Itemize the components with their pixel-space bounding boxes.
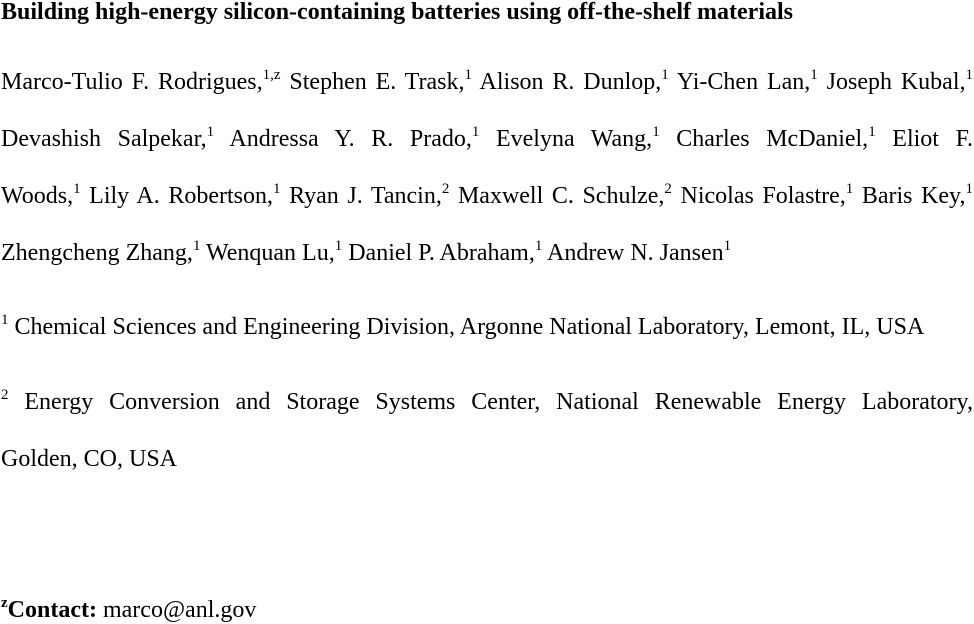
author-line-4 <box>1 225 973 282</box>
superscript-marker: 1,z <box>262 67 281 83</box>
text-segment: Andressa Y. R. Prado, <box>214 126 472 152</box>
text-segment: Zhengcheng Zhang, <box>1 240 193 266</box>
superscript-marker: 1 <box>810 67 818 83</box>
text-segment: Andrew N. Jansen <box>542 240 724 266</box>
affiliation-2-line-2 <box>1 431 973 488</box>
text-segment: Ryan J. Tancin, <box>280 183 442 209</box>
affiliation-1 <box>1 299 973 356</box>
paper-title: Building high-energy silicon-containing batteries using off-the-shelf materials <box>1 0 793 25</box>
superscript-marker: 1 <box>464 67 472 83</box>
superscript-marker: 1 <box>965 67 973 83</box>
text-segment: Lily A. Robertson, <box>80 183 274 209</box>
text-segment: Golden, CO, USA <box>1 446 178 472</box>
superscript-marker: 1 <box>723 238 732 254</box>
text-segment: Woods, <box>1 183 74 209</box>
contact-block <box>1 582 973 624</box>
superscript-marker: 1 <box>845 181 854 197</box>
text-segment: Marco-Tulio F. Rodrigues, <box>1 69 263 95</box>
text-segment: Stephen E. Trask, <box>280 69 465 95</box>
author-line-1 <box>1 54 973 111</box>
text-segment: Baris Key, <box>853 183 966 209</box>
superscript-marker: 2 <box>1 387 9 403</box>
superscript-marker: 1 <box>652 124 660 140</box>
text-segment: Evelyna Wang, <box>479 126 653 152</box>
superscript-marker: 1 <box>273 181 281 197</box>
superscript-marker: 1 <box>534 238 543 254</box>
text-segment: Charles McDaniel, <box>659 126 869 152</box>
text-segment: Yi-Chen Lan, <box>668 69 811 95</box>
superscript-marker: 2 <box>664 181 672 197</box>
text-segment: Devashish Salpekar, <box>1 126 207 152</box>
superscript-marker: 1 <box>334 238 343 254</box>
affiliation-2-line-1 <box>1 374 973 431</box>
superscript-marker: 1 <box>206 124 215 140</box>
superscript-marker: 1 <box>868 124 876 140</box>
text-segment: Eliot F. <box>875 126 973 152</box>
text-segment: marco@anl.gov <box>96 597 257 623</box>
superscript-marker: 1 <box>1 312 9 328</box>
superscript-marker: 1 <box>965 181 973 197</box>
text-segment: Nicolas Folastre, <box>671 183 846 209</box>
superscript-marker: 1 <box>661 67 669 83</box>
author-line-2 <box>1 111 973 168</box>
superscript-marker: z <box>1 595 8 611</box>
text-segment: Chemical Sciences and Engineering Division, Argonne National Laboratory, Lemont, IL, USA <box>8 314 925 340</box>
contact-line <box>1 582 973 624</box>
author-line-3 <box>1 168 973 225</box>
text-segment: Energy Conversion and Storage Systems Center, National Renewable Energy Laboratory, <box>8 389 973 415</box>
text-segment: Maxwell C. Schulze, <box>449 183 665 209</box>
superscript-marker: 1 <box>73 181 81 197</box>
affiliation-2 <box>1 374 973 488</box>
affiliation-1-line <box>1 299 973 356</box>
text-segment: Daniel P. Abraham, <box>342 240 535 266</box>
text-segment: Alison R. Dunlop, <box>471 69 662 95</box>
superscript-marker: 2 <box>441 181 450 197</box>
text-segment: Joseph Kubal, <box>817 69 966 95</box>
text-segment: Wenquan Lu, <box>200 240 335 266</box>
text-segment: Contact: <box>7 597 97 623</box>
author-block <box>1 54 973 282</box>
superscript-marker: 1 <box>471 124 480 140</box>
superscript-marker: 1 <box>192 238 201 254</box>
